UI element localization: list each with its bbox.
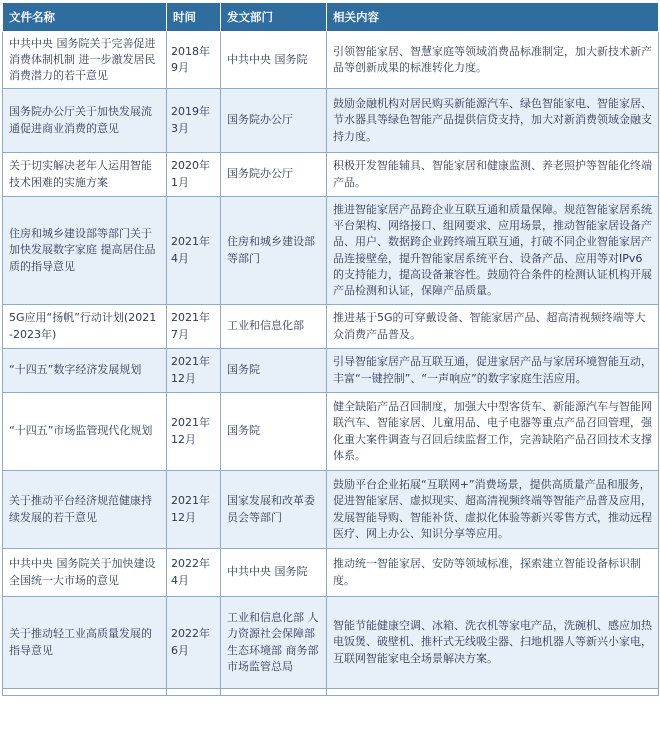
cell-content: 智能节能健康空调、冰箱、洗衣机等家电产品，洗碗机、感应加热电饭煲、破壁机、推杆式无线吸尘器、扫地机器人等新兴小家电，互联网智能家电全场景解决方案。	[327, 597, 659, 689]
cell-department: 国家发展和改革委员会等部门	[221, 471, 327, 549]
cell-content: 推进基于5G的可穿戴设备、智能家居产品、超高清视频终端等大众消费产品普及。	[327, 305, 659, 349]
cell-document-name: 5G应用“扬帆”行动计划(2021-2023年)	[3, 305, 167, 349]
cell-date: 2022年6月	[167, 597, 221, 689]
table-row	[3, 153, 659, 197]
cell-department: 工业和信息化部	[221, 305, 327, 349]
header-date: 时间	[167, 3, 221, 32]
cell-content: 推进智能家居产品跨企业互联互通和质量保障。规范智能家居系统平台架构、网络接口、组网要求、应用场景，推动智能家居设备产品、用户、数据跨企业跨终端互联互通，打破不同企业智能家居产品连接壁垒，提升智能家居系统平台、设备产品、应用等对IPv6的支持能力，提高设备兼容性。鼓励符合条件的检测认证机构开展产品检测和认证，保障产品质量。	[327, 197, 659, 305]
cell-date: 2020年1月	[167, 153, 221, 197]
cell-date: 2021年12月	[167, 471, 221, 549]
cell-document-name: “十四五”数字经济发展规划	[3, 349, 167, 393]
policy-table	[2, 2, 659, 696]
cell-empty	[3, 689, 167, 696]
cell-content: 鼓励金融机构对居民购买新能源汽车、绿色智能家电、智能家居、节水器具等绿色智能产品提供信贷支持，加大对新消费领域金融支持力度。	[327, 89, 659, 153]
cell-empty	[221, 689, 327, 696]
cell-content: 健全缺陷产品召回制度，加强大中型客货车、新能源汽车与智能网联汽车、智能家居、儿童用品、电子电器等重点产品召回管理，强化重大案件调查与召回后续监督工作，完善缺陷产品召回技术支撑体系。	[327, 393, 659, 471]
table-row	[3, 32, 659, 89]
cell-content: 引领智能家居、智慧家庭等领域消费品标准制定，加大新技术新产品等创新成果的标准转化力度。	[327, 32, 659, 89]
cell-department: 国务院办公厅	[221, 89, 327, 153]
cell-date: 2021年12月	[167, 393, 221, 471]
cell-department: 国务院办公厅	[221, 153, 327, 197]
cell-date: 2021年4月	[167, 197, 221, 305]
cell-department: 国务院	[221, 349, 327, 393]
cell-department: 中共中央 国务院	[221, 32, 327, 89]
cell-document-name: 中共中央 国务院关于完善促进消费体制机制 进一步激发居民消费潜力的若干意见	[3, 32, 167, 89]
cell-document-name: “十四五”市场监管现代化规划	[3, 393, 167, 471]
cell-empty	[167, 689, 221, 696]
header-issuing-department: 发文部门	[221, 3, 327, 32]
cell-department: 住房和城乡建设部等部门	[221, 197, 327, 305]
table-row-partial	[3, 689, 659, 696]
cell-department: 工业和信息化部 人力资源社会保障部 生态环境部 商务部 市场监管总局	[221, 597, 327, 689]
cell-document-name: 关于推动轻工业高质量发展的指导意见	[3, 597, 167, 689]
cell-date: 2019年3月	[167, 89, 221, 153]
cell-document-name: 中共中央 国务院关于加快建设全国统一大市场的意见	[3, 549, 167, 597]
cell-empty	[327, 689, 659, 696]
cell-document-name: 国务院办公厅关于加快发展流通促进商业消费的意见	[3, 89, 167, 153]
table-row	[3, 305, 659, 349]
cell-content: 推动统一智能家居、安防等领域标准，探索建立智能设备标识制度。	[327, 549, 659, 597]
table-row	[3, 197, 659, 305]
cell-department: 国务院	[221, 393, 327, 471]
table-row	[3, 393, 659, 471]
table-row	[3, 89, 659, 153]
cell-document-name: 关于推动平台经济规范健康持续发展的若干意见	[3, 471, 167, 549]
table-row	[3, 597, 659, 689]
header-document-name: 文件名称	[3, 3, 167, 32]
cell-content: 引导智能家居产品互联互通，促进家居产品与家居环境智能互动，丰富“一键控制”、“一声响应”的数字家庭生活应用。	[327, 349, 659, 393]
cell-document-name: 关于切实解决老年人运用智能技术困难的实施方案	[3, 153, 167, 197]
cell-content: 积极开发智能辅具、智能家居和健康监测、养老照护等智能化终端产品。	[327, 153, 659, 197]
cell-content: 鼓励平台企业拓展“互联网+”消费场景，提供高质量产品和服务，促进智能家居、虚拟现实、超高清视频终端等智能产品普及应用，发展智能导购、智能补货、虚拟化体验等新兴零售方式，推动远程医疗、网上办公、知识分享等应用。	[327, 471, 659, 549]
cell-date: 2021年7月	[167, 305, 221, 349]
cell-department: 中共中央 国务院	[221, 549, 327, 597]
table-header-row	[3, 3, 659, 32]
table-row	[3, 349, 659, 393]
cell-date: 2022年4月	[167, 549, 221, 597]
header-related-content: 相关内容	[327, 3, 659, 32]
table-row	[3, 471, 659, 549]
cell-date: 2018年9月	[167, 32, 221, 89]
cell-date: 2021年12月	[167, 349, 221, 393]
table-row	[3, 549, 659, 597]
cell-document-name: 住房和城乡建设部等部门关于加快发展数字家庭 提高居住品质的指导意见	[3, 197, 167, 305]
